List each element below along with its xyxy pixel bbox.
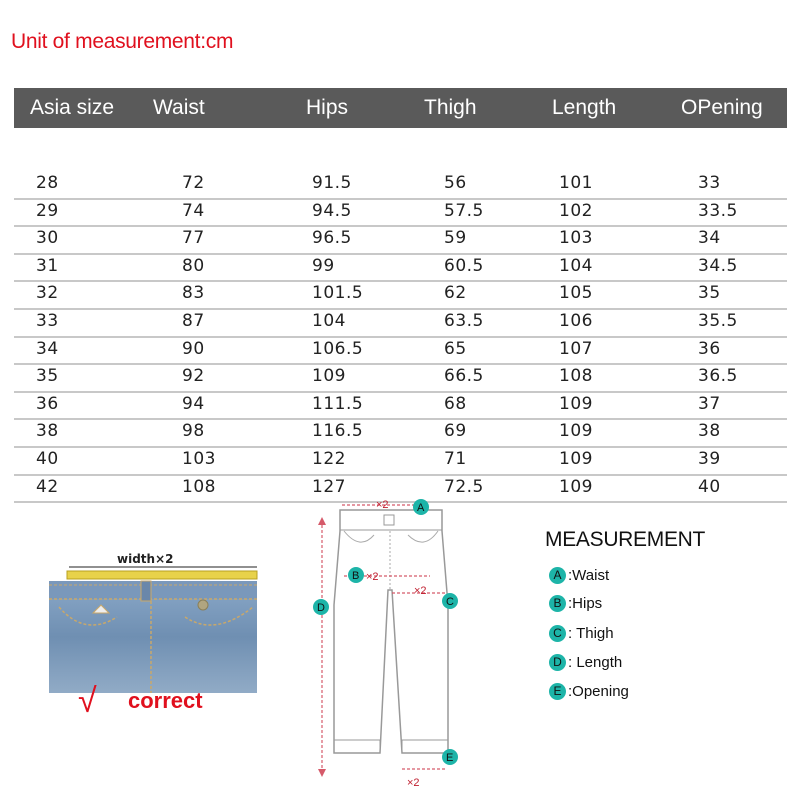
- table-cell: 35.5: [698, 311, 738, 331]
- table-cell: 40: [36, 449, 59, 469]
- table-cell: 35: [698, 283, 721, 304]
- table-cell: 109: [312, 366, 346, 387]
- marker-d: D: [317, 602, 325, 614]
- hips-x2-label: ×2: [366, 571, 379, 583]
- header-asia-size: Asia size: [30, 96, 115, 119]
- table-row: [14, 308, 787, 338]
- pants-diagram: [300, 495, 470, 795]
- legend-opening: [549, 683, 629, 700]
- table-cell: 39: [698, 449, 721, 469]
- table-cell: 56: [444, 173, 467, 193]
- table-cell: 38: [698, 421, 721, 442]
- table-cell: 102: [559, 200, 593, 221]
- table-cell: 33.5: [698, 200, 738, 221]
- table-cell: 103: [182, 449, 216, 469]
- table-row: [14, 198, 787, 228]
- legend-waist-label: :Waist: [568, 567, 610, 584]
- table-cell: 34.5: [698, 255, 738, 276]
- table-row: [14, 418, 787, 448]
- table-cell: 106: [559, 311, 593, 331]
- legend-a-badge: A: [549, 567, 566, 584]
- check-mark-icon: √: [78, 682, 97, 720]
- marker-a: A: [417, 502, 425, 514]
- size-table: [14, 88, 787, 497]
- table-cell: 66.5: [444, 366, 484, 387]
- table-row: [14, 280, 787, 310]
- legend-length-label: : Length: [568, 654, 623, 671]
- table-cell: 106.5: [312, 338, 364, 359]
- table-cell: 90: [182, 338, 205, 359]
- table-cell: 94.5: [312, 200, 352, 221]
- table-cell: 72: [182, 173, 205, 193]
- table-cell: 107: [559, 338, 593, 359]
- jeans-waist-photo: [45, 545, 260, 695]
- unit-label: Unit of measurement:cm: [11, 30, 234, 53]
- table-cell: 68: [444, 393, 467, 414]
- table-cell: 62: [444, 283, 467, 304]
- thigh-x2-label: ×2: [414, 585, 427, 597]
- table-cell: 109: [559, 421, 593, 442]
- table-cell: 122: [312, 449, 346, 469]
- table-cell: 40: [698, 476, 721, 497]
- table-cell: 108: [559, 366, 593, 387]
- table-header: [14, 88, 787, 128]
- opening-x2-label: ×2: [407, 777, 420, 789]
- legend-length: [549, 654, 622, 671]
- width-label: width×2: [117, 552, 174, 566]
- table-cell: 32: [36, 283, 59, 304]
- table-cell: 109: [559, 393, 593, 414]
- table-row: [14, 253, 787, 283]
- table-cell: 109: [559, 449, 593, 469]
- table-cell: 65: [444, 338, 467, 359]
- table-cell: 69: [444, 421, 467, 442]
- table-cell: 30: [36, 228, 59, 249]
- table-cell: 59: [444, 228, 467, 249]
- legend-thigh-label: : Thigh: [568, 625, 614, 642]
- table-cell: 77: [182, 228, 205, 249]
- table-cell: 38: [36, 421, 59, 442]
- correct-caption: [78, 682, 203, 720]
- table-cell: 116.5: [312, 421, 364, 442]
- table-cell: 92: [182, 366, 205, 387]
- marker-b: B: [352, 570, 360, 582]
- table-row: [14, 446, 787, 476]
- table-cell: 60.5: [444, 255, 484, 276]
- table-cell: 109: [559, 476, 593, 497]
- table-cell: 35: [36, 366, 59, 387]
- table-cell: 36.5: [698, 366, 738, 387]
- table-cell: 104: [312, 311, 346, 331]
- table-cell: 94: [182, 393, 205, 414]
- table-row: [14, 336, 787, 366]
- table-cell: 101: [559, 173, 593, 193]
- table-cell: 34: [698, 228, 721, 249]
- table-cell: 101.5: [312, 283, 364, 304]
- legend-thigh: [549, 625, 614, 642]
- table-cell: 98: [182, 421, 205, 442]
- table-cell: 33: [698, 173, 721, 193]
- header-waist: Waist: [153, 96, 205, 119]
- waist-x2-label: ×2: [376, 499, 389, 511]
- table-cell: 63.5: [444, 311, 484, 331]
- legend-e-badge: E: [549, 683, 566, 700]
- correct-label: correct: [128, 688, 203, 713]
- table-cell: 72.5: [444, 476, 484, 497]
- table-row: [14, 363, 787, 393]
- table-cell: 57.5: [444, 200, 484, 221]
- table-cell: 103: [559, 228, 593, 249]
- legend-hips: [549, 595, 602, 612]
- table-cell: 80: [182, 255, 205, 276]
- legend-b-badge: B: [549, 595, 566, 612]
- measurement-title: MEASUREMENT: [545, 528, 706, 551]
- table-cell: 108: [182, 476, 216, 497]
- table-cell: 36: [698, 338, 721, 359]
- table-cell: 34: [36, 338, 59, 359]
- header-length: Length: [552, 96, 617, 119]
- legend-opening-label: :Opening: [568, 683, 629, 700]
- table-cell: 74: [182, 200, 205, 221]
- table-cell: 87: [182, 311, 205, 331]
- table-cell: 111.5: [312, 393, 364, 414]
- table-cell: 29: [36, 200, 59, 221]
- marker-e: E: [446, 752, 454, 764]
- legend-waist: [549, 567, 609, 584]
- legend-hips-label: :Hips: [568, 595, 603, 612]
- table-cell: 31: [36, 255, 59, 276]
- legend-c-badge: C: [549, 625, 566, 642]
- table-cell: 83: [182, 283, 205, 304]
- legend-d-badge: D: [549, 654, 566, 671]
- table-cell: 127: [312, 476, 346, 497]
- table-cell: 33: [36, 311, 59, 331]
- table-row: [14, 391, 787, 421]
- table-cell: 36: [36, 393, 59, 414]
- table-cell: 96.5: [312, 228, 352, 249]
- table-cell: 37: [698, 393, 721, 414]
- table-cell: 71: [444, 449, 467, 469]
- table-cell: 104: [559, 255, 593, 276]
- header-opening: OPening: [681, 96, 763, 119]
- table-cell: 42: [36, 476, 59, 497]
- table-cell: 91.5: [312, 173, 352, 193]
- marker-c: C: [446, 596, 454, 608]
- header-thigh: Thigh: [424, 96, 477, 119]
- table-cell: 105: [559, 283, 593, 304]
- table-cell: 99: [312, 255, 335, 276]
- header-hips: Hips: [306, 96, 349, 119]
- table-cell: 28: [36, 173, 59, 193]
- table-row: [14, 170, 787, 200]
- table-row: [14, 225, 787, 255]
